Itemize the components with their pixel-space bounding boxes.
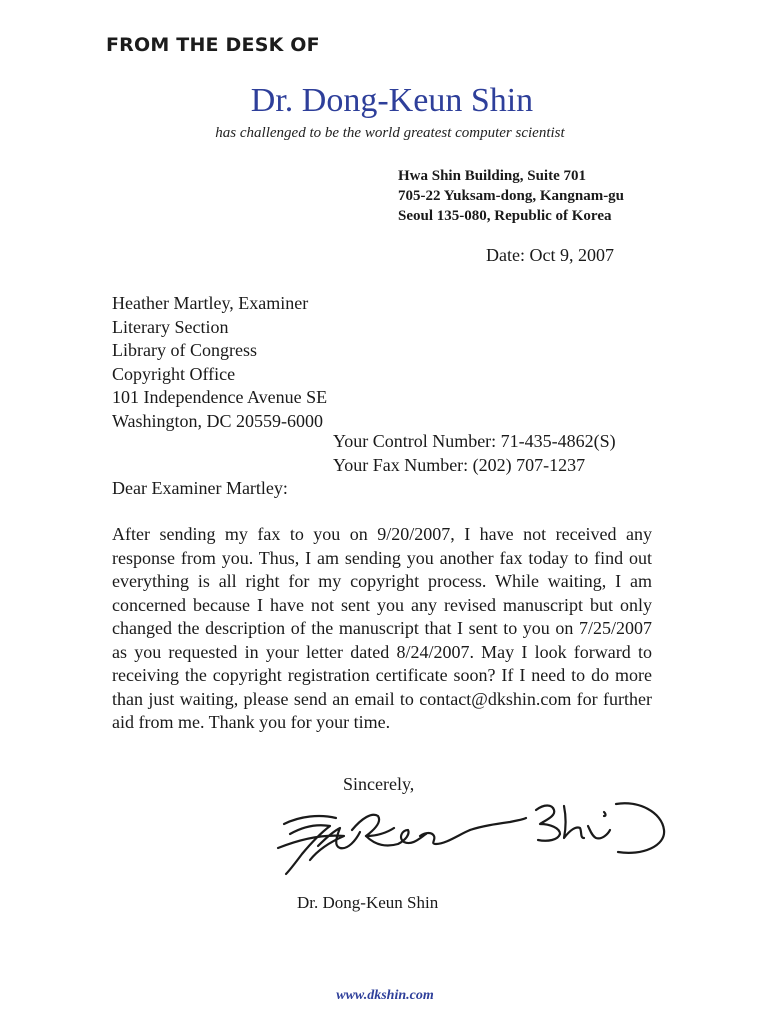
reference-numbers bbox=[333, 430, 616, 477]
salutation: Dear Examiner Martley: bbox=[112, 478, 288, 498]
recipient-line: Literary Section bbox=[112, 316, 229, 337]
recipient-line: 101 Independence Avenue SE bbox=[112, 387, 328, 407]
recipient-block bbox=[112, 292, 327, 433]
letterhead-tagline: has challenged to be the world greatest computer scientist bbox=[215, 125, 565, 141]
signer-name: Dr. Dong-Keun Shin bbox=[297, 893, 439, 912]
signature-drawing bbox=[270, 790, 670, 885]
recipient-line: Heather Martley, Examiner bbox=[112, 293, 309, 313]
letterhead-from-desk: FROM THE DESK OF bbox=[106, 34, 320, 56]
website-link[interactable]: www.dkshin.com bbox=[336, 988, 434, 1003]
recipient-line: Library of Congress bbox=[112, 340, 257, 360]
sender-address bbox=[398, 166, 624, 226]
address-line: Seoul 135-080, Republic of Korea bbox=[398, 208, 612, 224]
fax-number: Your Fax Number: (202) 707-1237 bbox=[333, 454, 586, 475]
recipient-line: Washington, DC 20559-6000 bbox=[112, 410, 324, 431]
address-line: Hwa Shin Building, Suite 701 bbox=[398, 168, 586, 184]
control-number: Your Control Number: 71-435-4862(S) bbox=[333, 431, 616, 451]
letterhead-name: Dr. Dong-Keun Shin bbox=[250, 82, 534, 119]
handwritten-signature bbox=[270, 790, 670, 890]
address-line: 705-22 Yuksam-dong, Kangnam-gu bbox=[398, 188, 625, 204]
letter-body: After sending my fax to you on 9/20/2007, I have not received any response from you. Thus, I am sending you another fax today to find out everything is all right for my copyright process. While waiting, I am concerned because I have not sent you any revised manuscript but only changed the description of the manuscript that I sent to you on 7/25/2007 as you requested in your letter dated 8/24/2007. May I look forward to receiving the copyright registration certificate soon? If I need to do more than just waiting, please send an email to contact@dkshin.com for further aid from me. Thank you for your time. bbox=[112, 524, 652, 732]
closing: Sincerely, bbox=[343, 774, 415, 794]
recipient-line: Copyright Office bbox=[112, 363, 236, 384]
letter-date: Date: Oct 9, 2007 bbox=[486, 245, 614, 265]
